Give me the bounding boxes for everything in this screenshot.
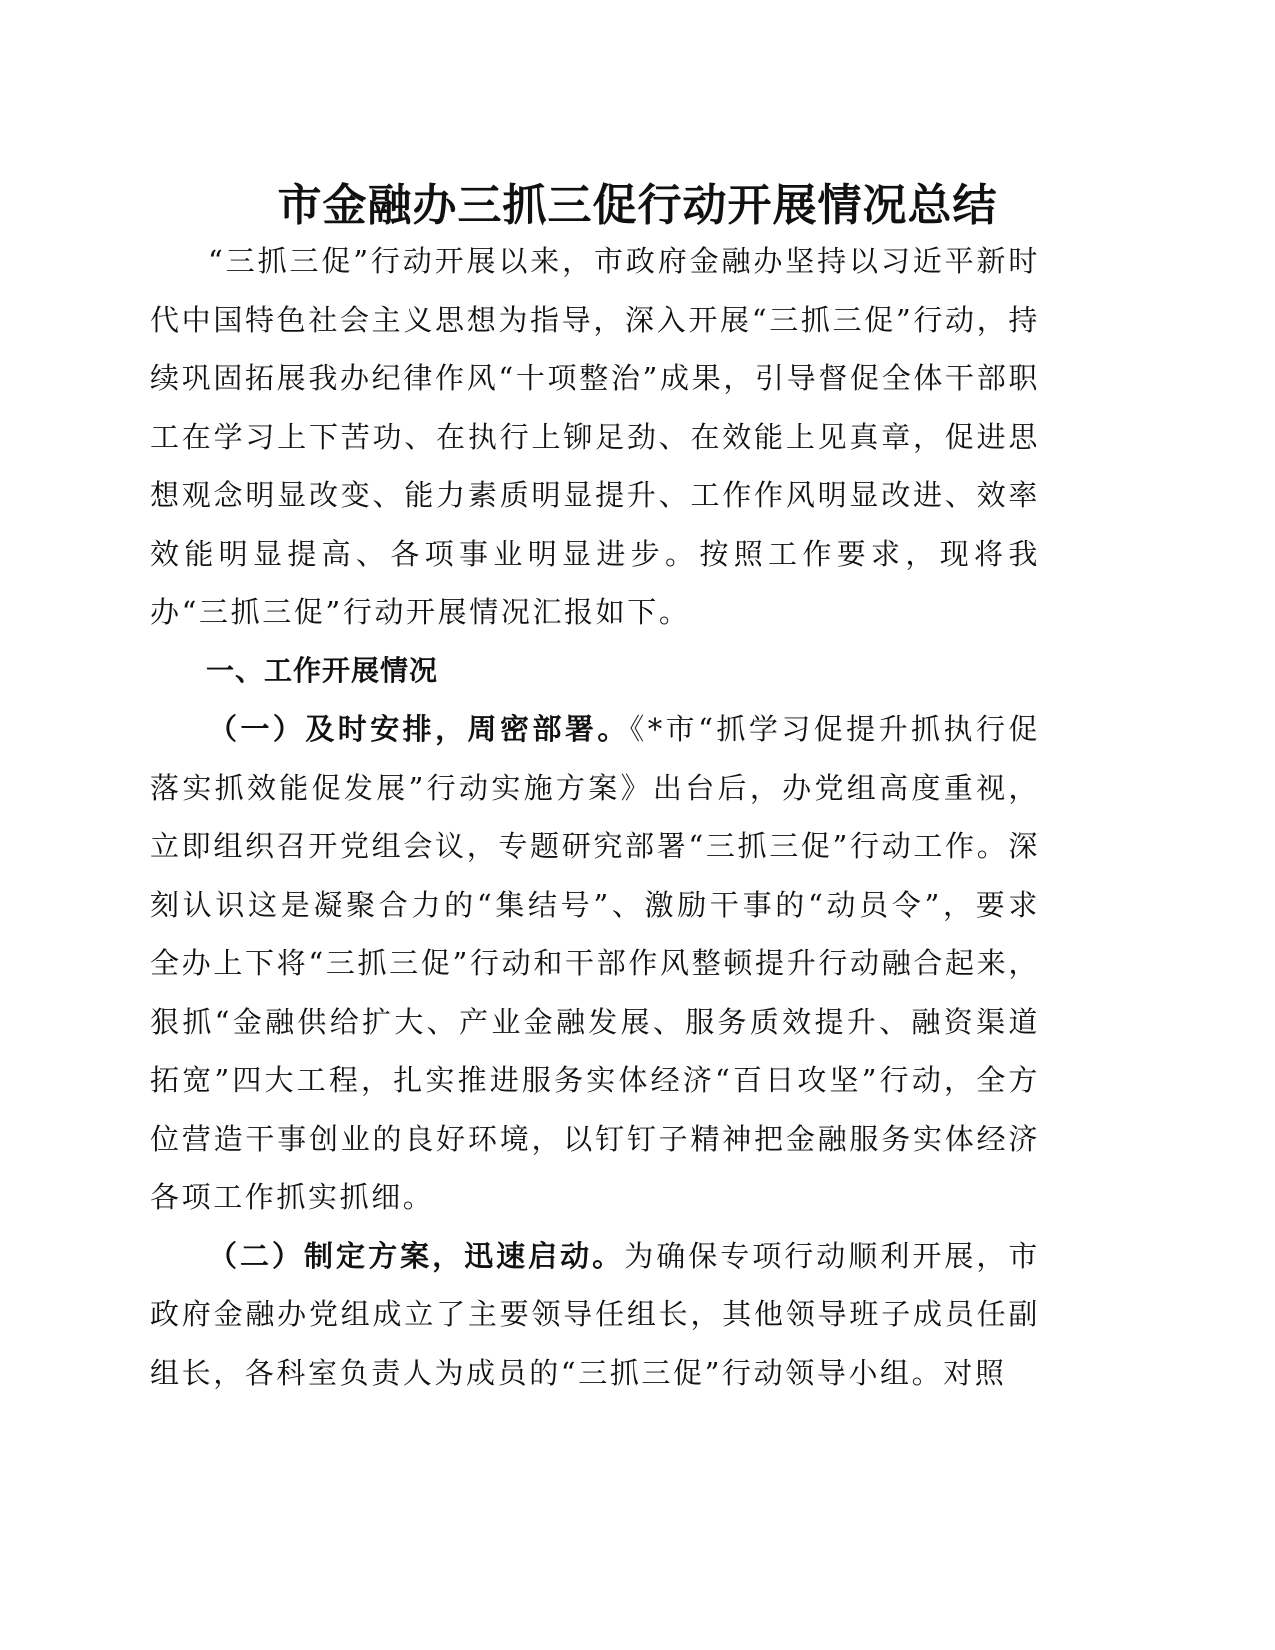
item-2-lead: （二）制定方案，迅速启动。 bbox=[208, 1238, 625, 1273]
item-1-lead: （一）及时安排，周密部署。 bbox=[208, 712, 630, 746]
document-title: 市金融办三抓三促行动开展情况总结 bbox=[277, 180, 998, 231]
item-1-body: 《*市“抓学习促提升抓执行促落实抓效能促发展”行动实施方案》出台后，办党组高度重视，立即组织召开党组会议，专题研究部署“三抓三促”行动工作。深刻认识这是凝聚合力的“集结号”、激励干事的“动员令”，要求全办上下将“三抓三促”行动和干部作风整顿提升行动融合起来，狠抓“金融供给扩大、产业金融发展、服务质效提升、融资渠道拓宽”四大工程，扎实推进服务实体经济“百日攻坚”行动，全方位营造干事创业的良好环境，以钉钉子精神把金融服务实体经济各项工作抓实抓细。 bbox=[150, 712, 1040, 1214]
document-body bbox=[150, 232, 1040, 1402]
intro-paragraph: “三抓三促”行动开展以来，市政府金融办坚持以习近平新时代中国特色社会主义思想为指导，深入开展“三抓三促”行动，持续巩固拓展我办纪律作风“十项整治”成果，引导督促全体干部职工在学习上下苦功、在执行上铆足劲、在效能上见真章，促进思想观念明显改变、能力素质明显提升、工作作风明显改进、效率效能明显提高、各项事业明显进步。按照工作要求，现将我办“三抓三促”行动开展情况汇报如下。 bbox=[150, 244, 1040, 629]
item-1-paragraph bbox=[150, 700, 1040, 1227]
section-heading-1: 一、工作开展情况 bbox=[206, 653, 439, 687]
item-2-body: 为确保专项行动顺利开展，市政府金融办党组成立了主要领导任组长，其他领导班子成员任副组长，各科室负责人为成员的“三抓三促”行动领导小组。对照 bbox=[150, 1238, 1040, 1390]
item-2-paragraph bbox=[150, 1227, 1040, 1403]
